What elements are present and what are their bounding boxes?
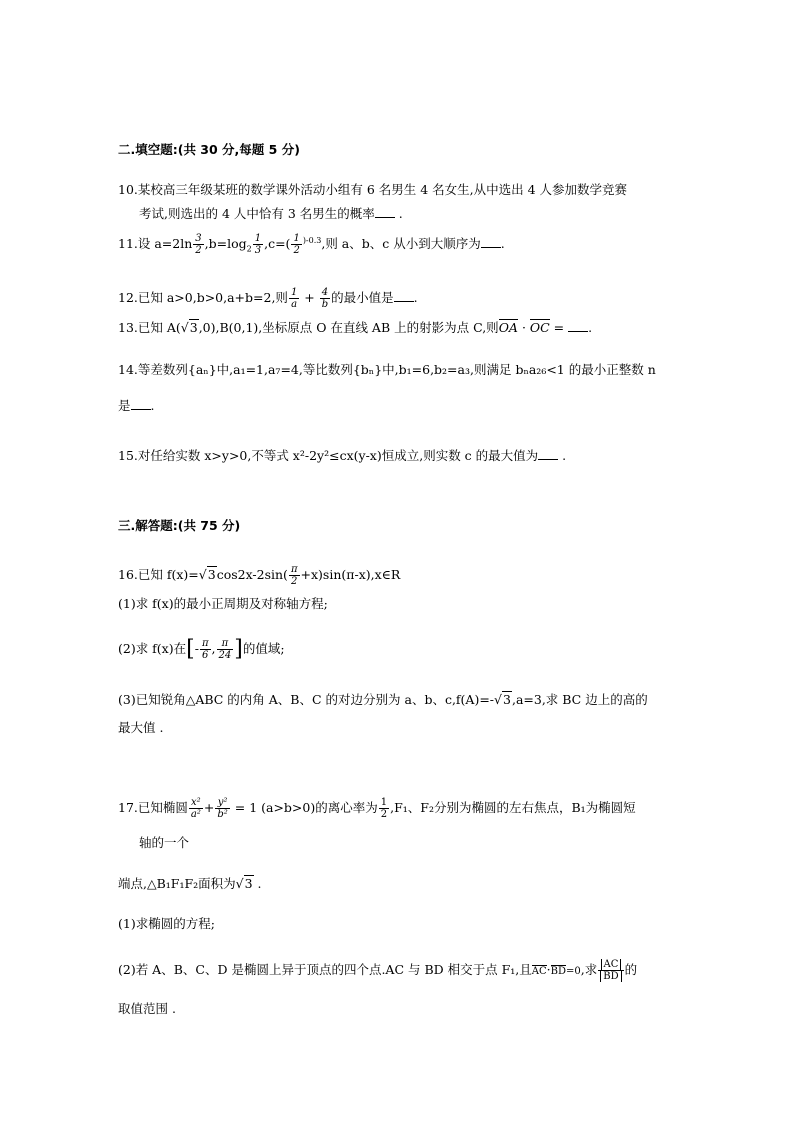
fraction: $\frac{\text{y²}}{\text{b²}}$ [217, 797, 228, 820]
q16-p2a: (2)求 f(x)在 [118, 641, 187, 656]
q17-b: = 1 (a>b>0)的离心率为 [230, 800, 378, 815]
q11-c: ,c=( [264, 236, 291, 252]
sqrt: √3 [235, 876, 253, 891]
q13-dot: · [517, 320, 530, 335]
section-fill-in-heading: 二.填空题:(共 30 分,每题 5 分) [118, 142, 300, 157]
q17-a: 17.已知椭圆 [118, 800, 188, 815]
q11-log-base: 2 [246, 244, 252, 254]
bracket-right: ] [234, 636, 243, 662]
answer-blank [538, 447, 558, 460]
q16-p3a: (3)已知锐角△ABC 的内角 A、B、C 的对边分别为 a、b、c,f(A)=- [118, 692, 495, 707]
q11-end: . [500, 236, 505, 252]
sqrt: √3 [180, 320, 198, 335]
answer-blank [394, 289, 414, 302]
q17-plus: + [203, 800, 215, 815]
question-14-line-2 [118, 397, 155, 415]
q17-l3a: 端点,△B₁F₁F₂面积为 [118, 876, 236, 891]
q14-l2: 是 [118, 398, 131, 413]
q12-end: . [413, 290, 418, 305]
vector-ac: AC [531, 966, 547, 977]
vector-oa: OA [498, 320, 518, 335]
fraction: $\frac{1}{a}$ [290, 287, 298, 310]
answer-blank [481, 235, 501, 248]
q13-a: 13.已知 A( [118, 320, 181, 335]
question-17-part-1: (1)求椭圆的方程; [118, 916, 215, 931]
question-17-line-2: 轴的一个 [139, 835, 190, 850]
question-10-line-1: 10.某校高三年级某班的数学课外活动小组有 6 名男生 4 名女生,从中选出 4 人参加数学竞赛 [118, 182, 628, 197]
q17-p2c: 的 [624, 962, 638, 977]
q13-eq: = [549, 320, 569, 335]
question-17-part-2-cont: 取值范围 . [118, 1001, 176, 1016]
fraction: $\frac{4}{b}$ [321, 287, 329, 310]
q17-p2a: (2)若 A、B、C、D 是椭圆上异于顶点的四个点.AC 与 BD 相交于点 F₁,且 [118, 962, 532, 977]
q16-p2b: 的值域; [242, 641, 285, 656]
vector-bd: BD [550, 966, 567, 977]
q12-plus: + [300, 290, 319, 305]
q16-c: +x)sin(π-x),x∈R [300, 567, 401, 582]
fraction: $\frac{1}{2}$ [380, 797, 388, 820]
fraction: $\frac{3}{2}$ [195, 233, 202, 257]
vector-oc: OC [529, 320, 550, 335]
fraction: $\frac{\pi}{6}$ [201, 638, 209, 661]
question-16-part-1: (1)求 f(x)的最小正周期及对称轴方程; [118, 596, 328, 611]
sqrt: √3 [198, 567, 216, 582]
question-11 [118, 232, 505, 259]
fraction: $\frac{1}{3}$ [254, 233, 262, 257]
question-12 [118, 287, 418, 310]
answer-blank [131, 397, 151, 410]
question-16-part-3-cont: 最大值 . [118, 720, 164, 735]
question-15 [118, 447, 566, 465]
question-16 [118, 564, 400, 587]
fraction: $\frac{\pi}{24}$ [218, 638, 232, 661]
question-16-part-2: (2)求 f(x)在[- $\frac{\pi}{6}$ , $\frac{\pi}{24}$ ]的值域; [118, 636, 285, 662]
q13-b: ,0),B(0,1),坐标原点 O 在直线 AB 上的射影为点 C,则 [198, 320, 499, 335]
fraction: $\frac{AC}{BD}$ [598, 959, 623, 982]
fraction: $\frac{\pi}{2}$ [290, 564, 298, 587]
q11-exponent: )-0.3 [302, 236, 322, 245]
q11-b: ,b=log [204, 236, 247, 252]
q16-a: 16.已知 f(x)= [118, 567, 199, 582]
q15-a: 15.对任给实数 x>y>0,不等式 x²-2y²≤cx(y-x)恒成立,则实数 c 的最大值为 [118, 448, 539, 463]
question-16-part-3 [118, 691, 648, 709]
answer-blank [568, 319, 588, 332]
answer-blank [375, 205, 395, 218]
fraction: $\frac{\text{x²}}{\text{a²}}$ [190, 797, 201, 820]
question-17 [118, 797, 636, 820]
section-solve-heading: 三.解答题:(共 75 分) [118, 518, 241, 533]
q12-rest: 的最小值是 [331, 290, 394, 305]
q13-end: . [588, 320, 593, 335]
q11-a: 11.设 a=2ln [118, 236, 193, 252]
q10-end: . [394, 206, 403, 221]
q17-l3b: . [253, 876, 262, 891]
q17-p2b: ,求 [580, 962, 598, 977]
q14-end: . [150, 398, 155, 413]
q16-p3b: ,a=3,求 BC 边上的高的 [511, 692, 648, 707]
q11-rest: ,则 a、b、c 从小到大顺序为 [321, 236, 481, 252]
fraction: $\frac{1}{2}$ [293, 233, 300, 257]
question-17-part-2: (2)若 A、B、C、D 是椭圆上异于顶点的四个点.AC 与 BD 相交于点 F₁,且AC·BD=0,求 $\frac{AC}{BD}$ 的 [118, 959, 638, 982]
q17-c: ,F₁、F₂分别为椭圆的左右焦点，B₁为椭圆短 [390, 800, 636, 815]
bracket-left: [ [186, 636, 195, 662]
question-10-line-2 [139, 205, 403, 223]
question-13 [118, 319, 592, 337]
q12-a: 12.已知 a>0,b>0,a+b=2,则 [118, 290, 288, 305]
q17-p2eq: =0 [566, 966, 581, 977]
question-17-line-3 [118, 875, 262, 893]
q15-end: . [558, 448, 567, 463]
question-14-line-1: 14.等差数列{aₙ}中,a₁=1,a₇=4,等比数列{bₙ}中,b₁=6,b₂=a₃,则满足 bₙa₂₆<1 的最小正整数 n [118, 362, 656, 377]
sqrt: √3 [494, 692, 511, 707]
q16-b: cos2x-2sin( [216, 567, 288, 582]
q10-text: 考试,则选出的 4 人中恰有 3 名男生的概率 [139, 206, 375, 221]
